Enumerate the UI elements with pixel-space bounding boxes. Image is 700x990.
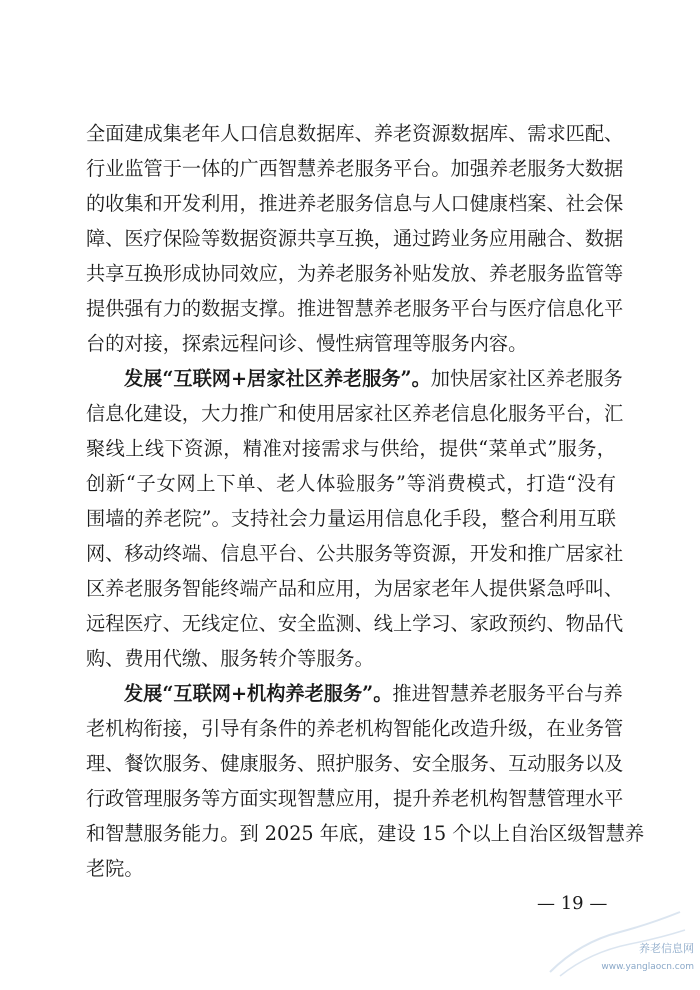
text-line: 信息化建设，大力推广和使用居家社区养老信息化服务平台，汇 (86, 402, 624, 425)
text-line: 区养老服务智能终端产品和应用，为居家老年人提供紧急呼叫、 (86, 577, 624, 600)
heading-line-rest: 加快居家社区养老服务 (430, 367, 623, 390)
text-line: 老院。 (86, 857, 144, 880)
text-line: 行政管理服务等方面实现智慧应用，提升养老机构智慧管理水平 (86, 787, 624, 810)
paragraph-heading-line (124, 362, 623, 396)
text-line: 老机构衔接，引导有条件的养老机构智能化改造升级，在业务管 (86, 717, 624, 740)
text-line: 障、医疗保险等数据资源共享互换，通过跨业务应用融合、数据 (86, 227, 624, 250)
text-line: 提供强有力的数据支撑。推进智慧养老服务平台与医疗信息化平 (86, 297, 624, 320)
paragraph-heading: 发展“互联网+居家社区养老服务”。 (124, 367, 431, 390)
watermark-name: 养老信息网 (639, 942, 694, 955)
text-line: 台的对接，探索远程问诊、慢性病管理等服务内容。 (86, 332, 528, 355)
text-line: 购、费用代缴、服务转介等服务。 (86, 647, 374, 670)
text-line: 远程医疗、无线定位、安全监测、线上学习、家政预约、物品代 (86, 612, 624, 635)
paragraph-heading: 发展“互联网+机构养老服务”。 (124, 682, 393, 705)
text-line: 网、移动终端、信息平台、公共服务等资源，开发和推广居家社 (86, 542, 624, 565)
text-line: 行业监管于一体的广西智慧养老服务平台。加强养老服务大数据 (86, 157, 624, 180)
text-line: 和智慧服务能力。到 2025 年底，建设 15 个以上自治区级智慧养 (86, 822, 645, 845)
heading-line-rest: 推进智慧养老服务平台与养 (392, 682, 623, 705)
text-line: 聚线上线下资源，精准对接需求与供给，提供“菜单式”服务， (86, 437, 616, 460)
text-line: 理、餐饮服务、健康服务、照护服务、安全服务、互动服务以及 (86, 752, 624, 775)
text-line: 共享互换形成协同效应，为养老服务补贴发放、养老服务监管等 (86, 262, 624, 285)
page-number: — 19 — (537, 893, 608, 914)
text-line: 的收集和开发利用，推进养老服务信息与人口健康档案、社会保 (86, 192, 624, 215)
text-line: 全面建成集老年人口信息数据库、养老资源数据库、需求匹配、 (86, 122, 624, 145)
text-line: 创新“子女网上下单、老人体验服务”等消费模式，打造“没有 (86, 472, 616, 495)
text-line: 围墙的养老院”。支持社会力量运用信息化手段，整合利用互联 (86, 507, 616, 530)
watermark-url: www.yanglaocn.com (601, 962, 694, 972)
paragraph-heading-line (124, 677, 623, 711)
